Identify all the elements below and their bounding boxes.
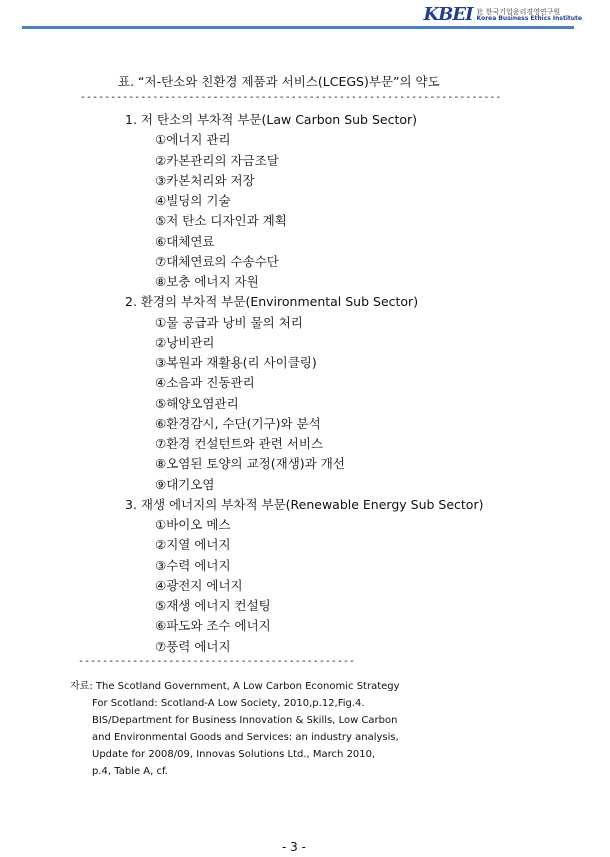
list-item: ②카본관리의 자금조달 (155, 152, 279, 168)
sector-heading: 3. 재생 에너지의 부차적 부문(Renewable Energy Sub Sector) (125, 496, 484, 512)
logo-english-name: Korea Business Ethics Institute (476, 14, 582, 22)
divider-top: ---------------------------------------------------------------------- (80, 92, 502, 103)
list-item: ③카본처리와 저장 (155, 172, 255, 188)
list-item: ④소음과 진동관리 (155, 375, 255, 391)
source-line: BIS/Department for Business Innovation & Skills, Low Carbon (92, 715, 398, 726)
sector-renewable-energy (125, 495, 483, 657)
sector-heading: 1. 저 탄소의 부차적 부문(Law Carbon Sub Sector) (125, 112, 418, 127)
sector-heading: 2. 환경의 부차적 부문(Environmental Sub Sector) (125, 294, 419, 310)
source-line: Update for 2008/09, Innovas Solutions Ltd., March 2010, (92, 749, 376, 760)
list-item: ①에너지 관리 (155, 132, 231, 148)
source-note (70, 678, 410, 780)
list-item: ⑨대기오염 (155, 476, 215, 492)
list-item: ⑦대체연료의 수송수단 (155, 253, 279, 269)
header-rule (22, 26, 574, 29)
source-line: and Environmental Goods and Services: an industry analysis, (92, 732, 399, 743)
list-item: ②지열 에너지 (155, 537, 231, 553)
list-item: ⑤재생 에너지 컨설팅 (155, 598, 271, 613)
list-item: ⑤저 탄소 디자인과 계획 (155, 213, 287, 229)
list-item: ⑥환경감시, 수단(기구)와 분석 (155, 415, 321, 431)
list-item: ⑦풍력 에너지 (155, 638, 231, 654)
page-number: - 3 - (282, 840, 306, 854)
list-item: ⑧오염된 토양의 교정(재생)과 개선 (155, 456, 345, 472)
list-item: ③수력 에너지 (155, 557, 231, 573)
list-item: ②낭비관리 (155, 334, 215, 350)
list-item: ⑤해양오염관리 (155, 395, 239, 411)
source-line: For Scotland: Scotland-A Low Society, 2010,p.12,Fig.4. (92, 698, 365, 709)
table-title: 표. “저-탄소와 친환경 제품과 서비스(LCEGS)부문”의 약도 (118, 74, 440, 89)
list-item: ⑥파도와 조수 에너지 (155, 618, 271, 634)
list-item: ⑧보충 에너지 자원 (155, 274, 259, 289)
list-item: ①바이오 메스 (155, 517, 231, 532)
logo-mark: KBEI (423, 4, 473, 25)
list-item: ④광전지 에너지 (155, 577, 243, 593)
logo-text (477, 9, 582, 22)
sector-low-carbon (125, 110, 483, 292)
source-line: 자료: The Scotland Government, A Low Carbon Economic Strategy (70, 681, 400, 692)
sector-environmental (125, 292, 483, 495)
list-item: ③복원과 재활용(리 사이클링) (155, 355, 317, 370)
divider-bottom: ---------------------------------------------- (78, 656, 355, 667)
list-item: ⑥대체연료 (155, 233, 215, 249)
list-item: ①물 공급과 낭비 물의 처리 (155, 314, 303, 330)
list-item: ⑦환경 컨설턴트와 관련 서비스 (155, 436, 324, 451)
list-item: ④빌딩의 기술 (155, 193, 231, 208)
header-logo (424, 6, 582, 24)
sector-outline (125, 110, 483, 657)
source-line: p.4, Table A, cf. (92, 766, 168, 777)
logo-korean-name: 社 한국기업윤리경영연구원 (476, 7, 561, 16)
